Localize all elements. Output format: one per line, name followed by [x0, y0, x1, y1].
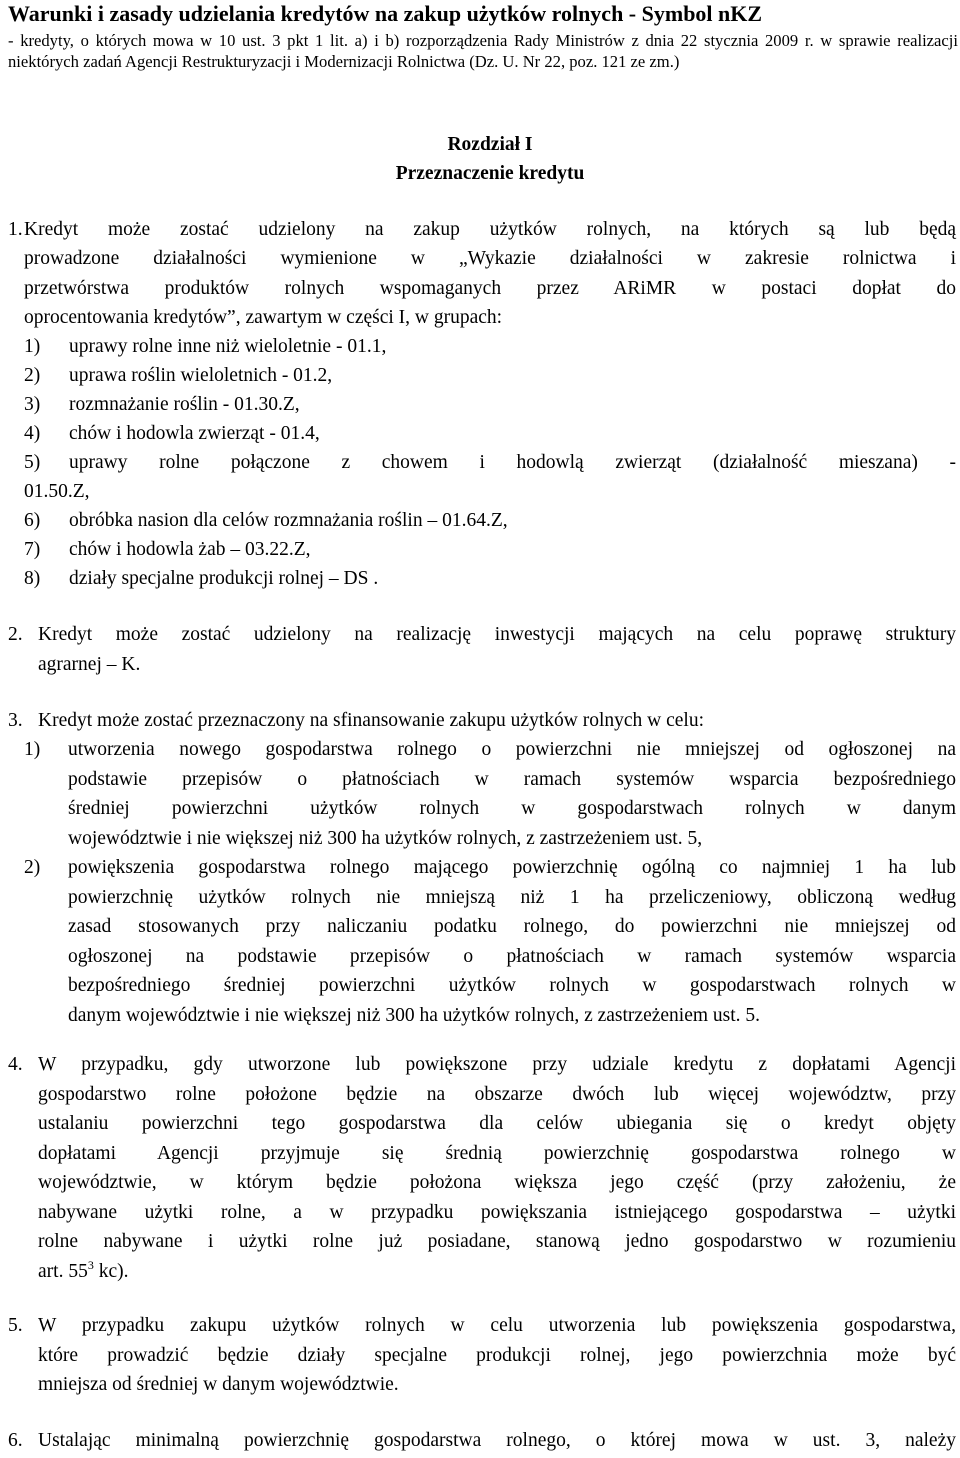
list-item-text: rozmnażanie roślin - 01.30.Z, [69, 394, 300, 415]
section-2-text [38, 620, 956, 679]
list-item [24, 506, 508, 536]
section-6-text [38, 1426, 956, 1456]
section-1-line: przetwórstwa produktów rolnych wspomaganych przez ARiMR w postaci dopłat do [24, 277, 956, 299]
section-4-last-pre: art. 55 [38, 1260, 88, 1282]
list-item-number: 3) [24, 394, 41, 415]
list-item-text: chów i hodowla żab – 03.22.Z, [69, 539, 311, 560]
list-item [24, 535, 311, 565]
list-item-number: 4) [24, 423, 41, 444]
section-3-item-1-line: województwie i nie większej niż 300 ha użytków rolnych, z zastrzeżeniem ust. 5, [68, 827, 703, 849]
list-item-text: obróbka nasion dla celów rozmnażania roślin – 01.64.Z, [69, 510, 508, 531]
section-3-item-1-line: podstawie przepisów o płatnościach w ramach systemów wsparcia bezpośredniego [68, 768, 956, 790]
section-3-item-1-line: utworzenia nowego gospodarstwa rolnego o powierzchni nie mniejszej od ogłoszonej na [68, 739, 956, 760]
section-5-line: W przypadku zakupu użytków rolnych w celu utworzenia lub powiększenia gospodarstwa, [38, 1315, 956, 1336]
list-item-number: 1) [24, 336, 41, 357]
section-3-item-2-line: ogłoszonej na podstawie przepisów o płatnościach w ramach systemów wsparcia [68, 945, 956, 967]
list-item [24, 361, 332, 391]
list-item-number: 5) [24, 452, 41, 473]
list-item [24, 448, 956, 478]
section-3-item-2-line: bezpośredniego średniej powierzchni użytków rolnych w gospodarstwach rolnych w [68, 975, 956, 996]
section-4-line: gospodarstwo rolne położone będzie na obszarze dwóch lub więcej województw, przy [38, 1083, 956, 1105]
list-item-continuation: 01.50.Z, [24, 481, 90, 502]
section-3-item-1-number: 1) [24, 739, 41, 760]
section-3-item-2-line: danym województwie i nie większej niż 300 ha użytków rolnych, z zastrzeżeniem ust. 5. [68, 1004, 761, 1026]
chapter-name: Przeznaczenie kredytu [395, 163, 585, 184]
section-4-number: 4. [8, 1054, 23, 1075]
chapter-number: Rozdział I [447, 134, 533, 155]
document-title: Warunki i zasady udzielania kredytów na zakup użytków rolnych - Symbol nKZ [8, 1, 763, 26]
list-item-number: 6) [24, 510, 41, 531]
section-1-number: 1. [8, 219, 23, 240]
section-2-line: Kredyt może zostać udzielony na realizację inwestycji mających na celu poprawę struktury [38, 624, 956, 645]
section-1-line: oprocentowania kredytów”, zawartym w części I, w grupach: [24, 307, 503, 328]
section-4-line: województwie, w którym będzie położona większa jego część (przy założeniu, że [38, 1172, 956, 1193]
list-item [24, 332, 386, 362]
section-4-line: rolne nabywane i użytki rolne już posiadane, stanową jedno gospodarstwo w rozumieniu [38, 1231, 956, 1252]
section-3-item-2-text [68, 853, 956, 1030]
list-item-text: działy specjalne produkcji rolnej – DS . [69, 568, 379, 589]
section-3-item-2-number: 2) [24, 857, 41, 878]
section-4-line: nabywane użytki rolne, a w przypadku powiększania istniejącego gospodarstwa – użytki [38, 1201, 956, 1223]
section-5-line: które prowadzić będzie działy specjalne produkcji rolnej, jego powierzchnia może być [38, 1344, 956, 1366]
list-item [24, 390, 300, 420]
section-6-number: 6. [8, 1430, 23, 1451]
section-3-item-1-line: średniej powierzchni użytków rolnych w gospodarstwach rolnych w danym [68, 798, 956, 819]
section-4-last-post: kc). [93, 1260, 129, 1282]
section-1-text [24, 215, 956, 245]
section-3-item-2-line: zasad stosowanych przy naliczaniu podatku rolnego, do powierzchni nie mniejszej od [68, 916, 956, 937]
list-item-number: 8) [24, 568, 41, 589]
section-3-number: 3. [8, 710, 23, 731]
section-5-text [38, 1311, 956, 1400]
section-4-last-line [38, 1257, 956, 1287]
section-3-item-2-line: powierzchnię użytków rolnych nie mniejszą niż 1 ha przeliczeniowy, obliczoną według [68, 886, 956, 908]
section-3-intro: Kredyt może zostać przeznaczony na sfinansowanie zakupu użytków rolnych w celu: [38, 710, 704, 731]
section-5-number: 5. [8, 1315, 23, 1336]
section-1-text-cont [24, 244, 956, 333]
section-3-item-2-line: powiększenia gospodarstwa rolnego mającego powierzchnię ogólną co najmniej 1 ha lub [68, 857, 956, 878]
list-item-text: uprawa roślin wieloletnich - 01.2, [69, 365, 333, 386]
section-4-line: W przypadku, gdy utworzone lub powiększone przy udziale kredytu z dopłatami Agencji [38, 1054, 956, 1075]
list-item-text: uprawy rolne połączone z chowem i hodowlą zwierząt (działalność mieszana) - [69, 452, 956, 473]
section-5-line: mniejsza od średniej w danym województwie. [38, 1374, 399, 1395]
section-1-line: Kredyt może zostać udzielony na zakup użytków rolnych, na których są lub będą [24, 219, 956, 240]
section-4-text [38, 1050, 956, 1286]
section-4-line: dopłatami Agencji przyjmuje się średnią powierzchnię gospodarstwa rolnego w [38, 1142, 956, 1164]
section-3-item-1-text [68, 735, 956, 853]
section-2-number: 2. [8, 624, 23, 645]
document-subtitle: - kredyty, o których mowa w 10 ust. 3 pkt 1 lit. a) i b) rozporządzenia Rady Ministrów z dnia 22 stycznia 2009 r. w sprawie realizacji niektórych zadań Agencji Restrukturyzacji i Modernizacji Rolnictwa (Dz. U. Nr 22, poz. 121 ze zm.) [8, 31, 958, 71]
list-item-number: 7) [24, 539, 41, 560]
section-6-line: Ustalając minimalną powierzchnię gospodarstwa rolnego, o której mowa w ust. 3, należy [38, 1430, 956, 1451]
list-item-text: uprawy rolne inne niż wieloletnie - 01.1, [69, 336, 387, 357]
list-item [24, 419, 320, 449]
list-item [24, 564, 378, 594]
section-1-line: prowadzone działalności wymienione w „Wykazie działalności w zakresie rolnictwa i [24, 248, 956, 269]
section-4-line: ustalaniu powierzchni tego gospodarstwa dla celów ubiegania się o kredyt objęty [38, 1113, 956, 1134]
section-2-line: agrarnej – K. [38, 653, 141, 675]
list-item-text: chów i hodowla zwierząt - 01.4, [69, 423, 320, 444]
list-item-number: 2) [24, 365, 41, 386]
section-4-superscript: 3 [87, 1257, 94, 1272]
